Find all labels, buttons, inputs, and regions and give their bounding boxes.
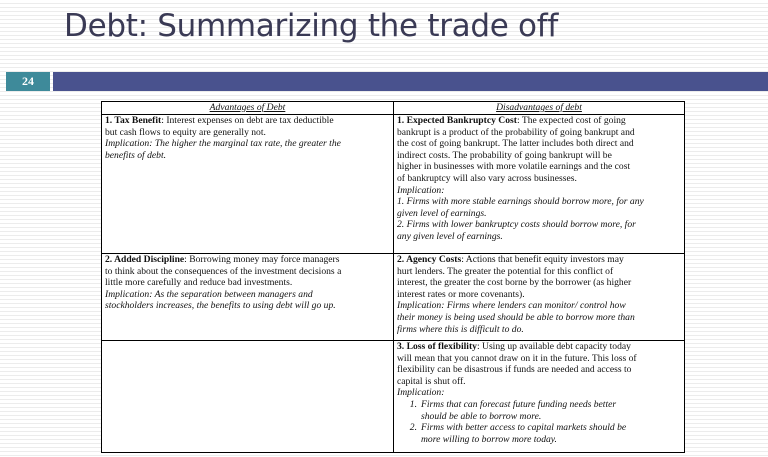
bankruptcy-text: the cost of going bankrupt. The latter includes both direct and [397,138,634,150]
bankruptcy-implication-label: Implication: [397,184,445,196]
header-bar [53,72,768,91]
tax-benefit-implication: Implication: The higher the marginal tax rate, the greater the [105,138,341,150]
bankruptcy-text: of bankruptcy will also vary across businesses. [397,172,577,184]
bankruptcy-heading: 1. Expected Bankruptcy Cost [397,115,517,126]
list-number: 1. [409,398,417,410]
flexibility-implication: Firms that can forecast future funding needs better [421,398,617,410]
flexibility-heading: 3. Loss of flexibility [397,341,477,352]
flexibility-cell [394,341,684,445]
flexibility-text: flexibility can be disastrous if funds are needed and access to [397,364,632,376]
agency-text: hurt lenders. The greater the potential for this conflict of [397,265,614,277]
agency-implication: Implication: Firms where lenders can monitor/ control how [397,300,626,312]
tax-benefit-cell [102,115,393,161]
list-number: 2. [409,422,417,434]
discipline-cell [102,254,393,312]
flexibility-implication: more willing to borrow more today. [421,433,557,445]
discipline-heading: 2. Added Discipline [105,254,185,265]
flexibility-implication: Firms with better access to capital markets should be [421,422,627,434]
tax-benefit-implication: benefits of debt. [105,149,167,161]
discipline-implication: stockholders increases, the benefits to using debt will go up. [105,300,336,312]
slide-number: 24 [6,72,50,91]
tax-benefit-text: but cash flows to equity are generally not. [105,126,266,138]
bankruptcy-implication: 1. Firms with more stable earnings should borrow more, for any [397,196,644,208]
flexibility-text: will mean that you cannot draw on it in the future. This loss of [397,352,637,364]
header-advantages [102,102,393,114]
header-disadvantages [394,102,684,114]
bankruptcy-text: higher in businesses with more volatile earnings and the cost [397,161,631,173]
tax-benefit-text: : Interest expenses on debt are tax deductible [161,115,334,126]
agency-cost-cell [394,254,684,335]
discipline-text: little more carefully and reduce bad investments. [105,277,293,289]
bankruptcy-implication: any given level of earnings. [397,230,503,242]
slide-title: Debt: Summarizing the trade off [64,8,558,44]
discipline-text: to think about the consequences of the investment decisions a [105,265,342,277]
agency-heading: 2. Agency Costs [397,254,462,265]
tax-benefit-heading: 1. Tax Benefit [105,115,162,126]
agency-text: : Actions that benefit equity investors may [461,254,624,265]
flexibility-implication: should be able to borrow more. [421,410,542,422]
bankruptcy-cost-cell [394,115,684,243]
agency-implication: their money is being used should be able to borrow more than [397,311,635,323]
flexibility-text: : Using up available debt capacity today [476,341,631,352]
bankruptcy-text: : The expected cost of going [516,115,626,126]
tradeoff-table [101,101,685,453]
agency-text: interest, the greater the cost borne by the borrower (as higher [397,277,632,289]
flexibility-implication-label: Implication: [397,387,445,399]
flexibility-text: capital is shut off. [397,375,466,387]
bankruptcy-text: bankrupt is a product of the probability of going bankrupt and [397,126,635,138]
bankruptcy-implication: 2. Firms with lower bankruptcy costs should borrow more, for [397,219,636,231]
header-advantages-text: Advantages of Debt [209,102,286,113]
discipline-text: : Borrowing money may force managers [184,254,340,265]
discipline-implication: Implication: As the separation between managers and [105,288,313,300]
agency-text: interest rates or more covenants). [397,288,525,300]
header-disadvantages-text: Disadvantages of debt [496,102,582,113]
agency-implication: firms where this is difficult to do. [397,323,524,335]
bankruptcy-text: indirect costs. The probability of going bankrupt will be [397,149,612,161]
bankruptcy-implication: given level of earnings. [397,207,487,219]
